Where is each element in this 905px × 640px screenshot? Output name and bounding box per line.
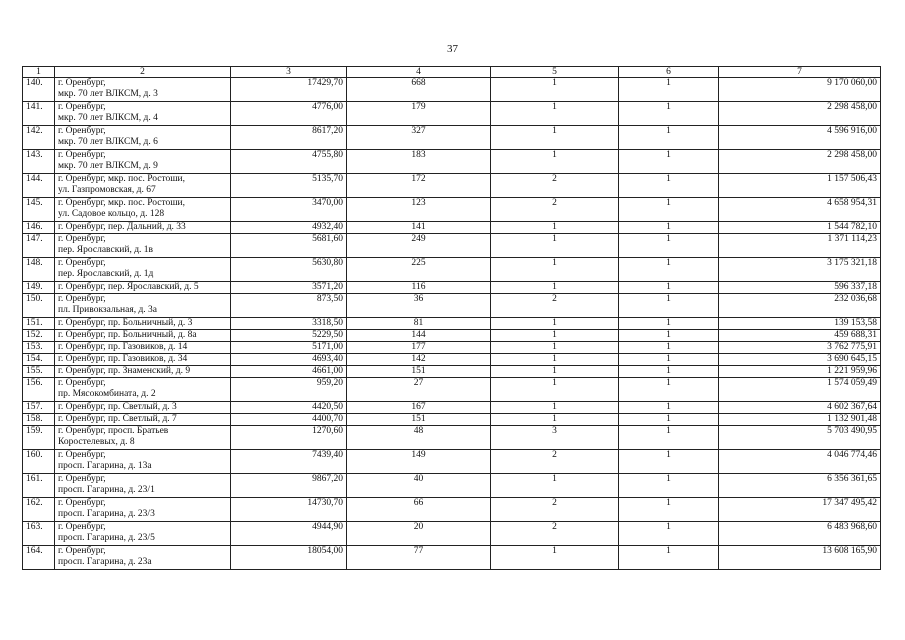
cost-cell: 4 046 774,46 (719, 450, 881, 474)
col5-cell: 1 (491, 330, 619, 342)
table-row (23, 198, 881, 222)
table-row (23, 234, 881, 258)
col6-cell: 1 (619, 378, 719, 402)
address-line: г. Оренбург, пр. Газовиков, д. 14 (58, 342, 188, 352)
table-row (23, 258, 881, 282)
table-row (23, 294, 881, 318)
address-line: г. Оренбург, (58, 126, 106, 136)
address-line: пер. Ярославский, д. 1в (58, 245, 154, 255)
residents-cell: 40 (347, 474, 491, 498)
table-row (23, 342, 881, 354)
col5-cell: 1 (491, 150, 619, 174)
area-cell: 3470,00 (231, 198, 347, 222)
address-line: г. Оренбург, мкр. пос. Ростоши, (58, 198, 185, 208)
address-cell (55, 174, 231, 198)
header-cell-6: 6 (619, 67, 719, 78)
row-number: 156. (23, 378, 55, 402)
col5-cell: 1 (491, 222, 619, 234)
address-cell (55, 522, 231, 546)
col6-cell: 1 (619, 498, 719, 522)
header-cell-3: 3 (231, 67, 347, 78)
address-line: г. Оренбург, пр. Светлый, д. 3 (58, 402, 177, 412)
area-cell: 4932,40 (231, 222, 347, 234)
table-row (23, 402, 881, 414)
col5-cell: 1 (491, 474, 619, 498)
residents-cell: 81 (347, 318, 491, 330)
address-line: г. Оренбург, пр. Газовиков, д. 34 (58, 354, 188, 364)
table-row (23, 354, 881, 366)
header-cell-1: 1 (23, 67, 55, 78)
address-line: г. Оренбург, пр. Больничный, д. 8а (58, 330, 197, 340)
cost-cell: 9 170 060,00 (719, 78, 881, 102)
residents-cell: 66 (347, 498, 491, 522)
residents-cell: 668 (347, 78, 491, 102)
residents-cell: 20 (347, 522, 491, 546)
address-line: г. Оренбург, (58, 234, 106, 244)
row-number: 154. (23, 354, 55, 366)
address-line: просп. Гагарина, д. 23/1 (58, 485, 155, 495)
cost-cell: 6 483 968,60 (719, 522, 881, 546)
address-cell (55, 234, 231, 258)
cost-cell: 596 337,18 (719, 282, 881, 294)
address-cell (55, 222, 231, 234)
address-line: г. Оренбург, (58, 150, 106, 160)
residents-cell: 144 (347, 330, 491, 342)
area-cell: 5229,50 (231, 330, 347, 342)
address-line: г. Оренбург, (58, 378, 106, 388)
table-row (23, 378, 881, 402)
col5-cell: 1 (491, 354, 619, 366)
address-cell (55, 378, 231, 402)
col6-cell: 1 (619, 342, 719, 354)
address-cell (55, 498, 231, 522)
cost-cell: 4 658 954,31 (719, 198, 881, 222)
row-number: 151. (23, 318, 55, 330)
table-row (23, 414, 881, 426)
col6-cell: 1 (619, 198, 719, 222)
area-cell: 3318,50 (231, 318, 347, 330)
area-cell: 4776,00 (231, 102, 347, 126)
col5-cell: 2 (491, 498, 619, 522)
table-row (23, 174, 881, 198)
address-line: мкр. 70 лет ВЛКСМ, д. 9 (58, 161, 158, 171)
residents-cell: 183 (347, 150, 491, 174)
col6-cell: 1 (619, 174, 719, 198)
col5-cell: 1 (491, 366, 619, 378)
cost-cell: 459 688,31 (719, 330, 881, 342)
residents-cell: 149 (347, 450, 491, 474)
row-number: 158. (23, 414, 55, 426)
area-cell: 959,20 (231, 378, 347, 402)
area-cell: 4693,40 (231, 354, 347, 366)
address-line: г. Оренбург, пер. Дальний, д. 33 (58, 222, 186, 232)
row-number: 141. (23, 102, 55, 126)
table-row (23, 282, 881, 294)
address-line: просп. Гагарина, д. 13а (58, 461, 152, 471)
row-number: 163. (23, 522, 55, 546)
cost-cell: 17 347 495,42 (719, 498, 881, 522)
address-line: г. Оренбург, пр. Знаменский, д. 9 (58, 366, 191, 376)
address-line: просп. Гагарина, д. 23/3 (58, 509, 155, 519)
col6-cell: 1 (619, 234, 719, 258)
area-cell: 9867,20 (231, 474, 347, 498)
cost-cell: 5 703 490,95 (719, 426, 881, 450)
address-cell (55, 426, 231, 450)
row-number: 164. (23, 546, 55, 570)
row-number: 140. (23, 78, 55, 102)
col6-cell: 1 (619, 126, 719, 150)
area-cell: 4400,70 (231, 414, 347, 426)
address-line: г. Оренбург, просп. Братьев (58, 426, 169, 436)
residents-cell: 48 (347, 426, 491, 450)
address-line: г. Оренбург, пр. Светлый, д. 7 (58, 414, 177, 424)
residents-cell: 249 (347, 234, 491, 258)
cost-cell: 4 596 916,00 (719, 126, 881, 150)
table-row (23, 318, 881, 330)
col5-cell: 1 (491, 234, 619, 258)
address-line: г. Оренбург, (58, 294, 106, 304)
table-row (23, 522, 881, 546)
address-line: пл. Привокзальная, д. 3а (58, 305, 158, 315)
table-row (23, 474, 881, 498)
address-cell (55, 282, 231, 294)
col5-cell: 1 (491, 342, 619, 354)
address-cell (55, 414, 231, 426)
address-line: г. Оренбург, (58, 450, 106, 460)
area-cell: 4420,50 (231, 402, 347, 414)
cost-cell: 139 153,58 (719, 318, 881, 330)
address-cell (55, 342, 231, 354)
address-line: ул. Садовое кольцо, д. 128 (58, 209, 165, 219)
table-row (23, 366, 881, 378)
area-cell: 5630,80 (231, 258, 347, 282)
cost-cell: 6 356 361,65 (719, 474, 881, 498)
residents-cell: 142 (347, 354, 491, 366)
header-cell-5: 5 (491, 67, 619, 78)
address-cell (55, 366, 231, 378)
col6-cell: 1 (619, 366, 719, 378)
col5-cell: 2 (491, 522, 619, 546)
address-line: г. Оренбург, пер. Ярославский, д. 5 (58, 282, 199, 292)
col5-cell: 1 (491, 78, 619, 102)
col6-cell: 1 (619, 330, 719, 342)
col5-cell: 1 (491, 126, 619, 150)
col5-cell: 2 (491, 174, 619, 198)
row-number: 160. (23, 450, 55, 474)
cost-cell: 1 132 901,48 (719, 414, 881, 426)
cost-cell: 3 762 775,91 (719, 342, 881, 354)
col5-cell: 2 (491, 294, 619, 318)
residents-cell: 177 (347, 342, 491, 354)
residents-cell: 123 (347, 198, 491, 222)
row-number: 144. (23, 174, 55, 198)
cost-cell: 2 298 458,00 (719, 150, 881, 174)
area-cell: 18054,00 (231, 546, 347, 570)
col5-cell: 1 (491, 282, 619, 294)
row-number: 147. (23, 234, 55, 258)
address-cell (55, 450, 231, 474)
col6-cell: 1 (619, 414, 719, 426)
cost-cell: 1 221 959,96 (719, 366, 881, 378)
col5-cell: 1 (491, 318, 619, 330)
housing-table (22, 66, 881, 570)
residents-cell: 141 (347, 222, 491, 234)
address-line: г. Оренбург, (58, 258, 106, 268)
residents-cell: 27 (347, 378, 491, 402)
residents-cell: 225 (347, 258, 491, 282)
address-cell (55, 318, 231, 330)
col6-cell: 1 (619, 150, 719, 174)
cost-cell: 232 036,68 (719, 294, 881, 318)
table-row (23, 450, 881, 474)
table-row (23, 150, 881, 174)
residents-cell: 151 (347, 366, 491, 378)
col6-cell: 1 (619, 318, 719, 330)
area-cell: 7439,40 (231, 450, 347, 474)
address-cell (55, 150, 231, 174)
table-row (23, 426, 881, 450)
address-line: мкр. 70 лет ВЛКСМ, д. 4 (58, 113, 158, 123)
header-cell-7: 7 (719, 67, 881, 78)
address-cell (55, 474, 231, 498)
residents-cell: 179 (347, 102, 491, 126)
col6-cell: 1 (619, 294, 719, 318)
col5-cell: 1 (491, 378, 619, 402)
row-number: 159. (23, 426, 55, 450)
address-line: г. Оренбург, пр. Больничный, д. 3 (58, 318, 193, 328)
area-cell: 14730,70 (231, 498, 347, 522)
table-row (23, 102, 881, 126)
header-cell-4: 4 (347, 67, 491, 78)
cost-cell: 3 690 645,15 (719, 354, 881, 366)
table-row (23, 330, 881, 342)
residents-cell: 327 (347, 126, 491, 150)
area-cell: 8617,20 (231, 126, 347, 150)
table-row (23, 498, 881, 522)
address-cell (55, 294, 231, 318)
address-line: ул. Газпромовская, д. 67 (58, 185, 156, 195)
residents-cell: 116 (347, 282, 491, 294)
cost-cell: 1 371 114,23 (719, 234, 881, 258)
col6-cell: 1 (619, 402, 719, 414)
col6-cell: 1 (619, 222, 719, 234)
cost-cell: 2 298 458,00 (719, 102, 881, 126)
address-line: пр. Мясокомбината, д. 2 (58, 389, 156, 399)
residents-cell: 167 (347, 402, 491, 414)
area-cell: 4661,00 (231, 366, 347, 378)
row-number: 157. (23, 402, 55, 414)
col6-cell: 1 (619, 258, 719, 282)
col5-cell: 1 (491, 258, 619, 282)
row-number: 143. (23, 150, 55, 174)
address-cell (55, 330, 231, 342)
address-cell (55, 258, 231, 282)
row-number: 153. (23, 342, 55, 354)
address-line: г. Оренбург, (58, 78, 106, 88)
row-number: 152. (23, 330, 55, 342)
address-cell (55, 402, 231, 414)
address-line: г. Оренбург, (58, 474, 106, 484)
col6-cell: 1 (619, 102, 719, 126)
address-line: г. Оренбург, мкр. пос. Ростоши, (58, 174, 185, 184)
cost-cell: 4 602 367,64 (719, 402, 881, 414)
row-number: 150. (23, 294, 55, 318)
address-cell (55, 354, 231, 366)
residents-cell: 36 (347, 294, 491, 318)
col6-cell: 1 (619, 522, 719, 546)
cost-cell: 1 544 782,10 (719, 222, 881, 234)
area-cell: 4944,90 (231, 522, 347, 546)
col5-cell: 1 (491, 414, 619, 426)
address-line: г. Оренбург, (58, 498, 106, 508)
cost-cell: 1 157 506,43 (719, 174, 881, 198)
table-row (23, 222, 881, 234)
cost-cell: 1 574 059,49 (719, 378, 881, 402)
row-number: 155. (23, 366, 55, 378)
col6-cell: 1 (619, 282, 719, 294)
page-number: 37 (447, 43, 458, 55)
table-row (23, 78, 881, 102)
col6-cell: 1 (619, 78, 719, 102)
address-cell (55, 546, 231, 570)
residents-cell: 151 (347, 414, 491, 426)
address-line: г. Оренбург, (58, 546, 106, 556)
col6-cell: 1 (619, 450, 719, 474)
table-row (23, 546, 881, 570)
header-cell-2: 2 (55, 67, 231, 78)
header-row (23, 67, 881, 78)
row-number: 161. (23, 474, 55, 498)
address-line: г. Оренбург, (58, 102, 106, 112)
area-cell: 1270,60 (231, 426, 347, 450)
area-cell: 5135,70 (231, 174, 347, 198)
col5-cell: 1 (491, 546, 619, 570)
address-line: пер. Ярославский, д. 1д (58, 269, 154, 279)
col5-cell: 1 (491, 102, 619, 126)
area-cell: 3571,20 (231, 282, 347, 294)
col5-cell: 2 (491, 450, 619, 474)
area-cell: 17429,70 (231, 78, 347, 102)
area-cell: 5681,60 (231, 234, 347, 258)
address-line: Коростелевых, д. 8 (58, 437, 135, 447)
address-line: просп. Гагарина, д. 23/5 (58, 533, 155, 543)
area-cell: 5171,00 (231, 342, 347, 354)
row-number: 149. (23, 282, 55, 294)
table-row (23, 126, 881, 150)
residents-cell: 77 (347, 546, 491, 570)
col5-cell: 1 (491, 402, 619, 414)
address-cell (55, 126, 231, 150)
col5-cell: 3 (491, 426, 619, 450)
cost-cell: 3 175 321,18 (719, 258, 881, 282)
row-number: 148. (23, 258, 55, 282)
address-line: мкр. 70 лет ВЛКСМ, д. 6 (58, 137, 158, 147)
row-number: 162. (23, 498, 55, 522)
row-number: 142. (23, 126, 55, 150)
col5-cell: 2 (491, 198, 619, 222)
area-cell: 4755,80 (231, 150, 347, 174)
row-number: 146. (23, 222, 55, 234)
col6-cell: 1 (619, 426, 719, 450)
col6-cell: 1 (619, 354, 719, 366)
address-line: просп. Гагарина, д. 23а (58, 557, 152, 567)
col6-cell: 1 (619, 546, 719, 570)
address-cell (55, 102, 231, 126)
address-line: мкр. 70 лет ВЛКСМ, д. 3 (58, 89, 158, 99)
address-line: г. Оренбург, (58, 522, 106, 532)
residents-cell: 172 (347, 174, 491, 198)
cost-cell: 13 608 165,90 (719, 546, 881, 570)
address-cell (55, 78, 231, 102)
row-number: 145. (23, 198, 55, 222)
col6-cell: 1 (619, 474, 719, 498)
address-cell (55, 198, 231, 222)
area-cell: 873,50 (231, 294, 347, 318)
